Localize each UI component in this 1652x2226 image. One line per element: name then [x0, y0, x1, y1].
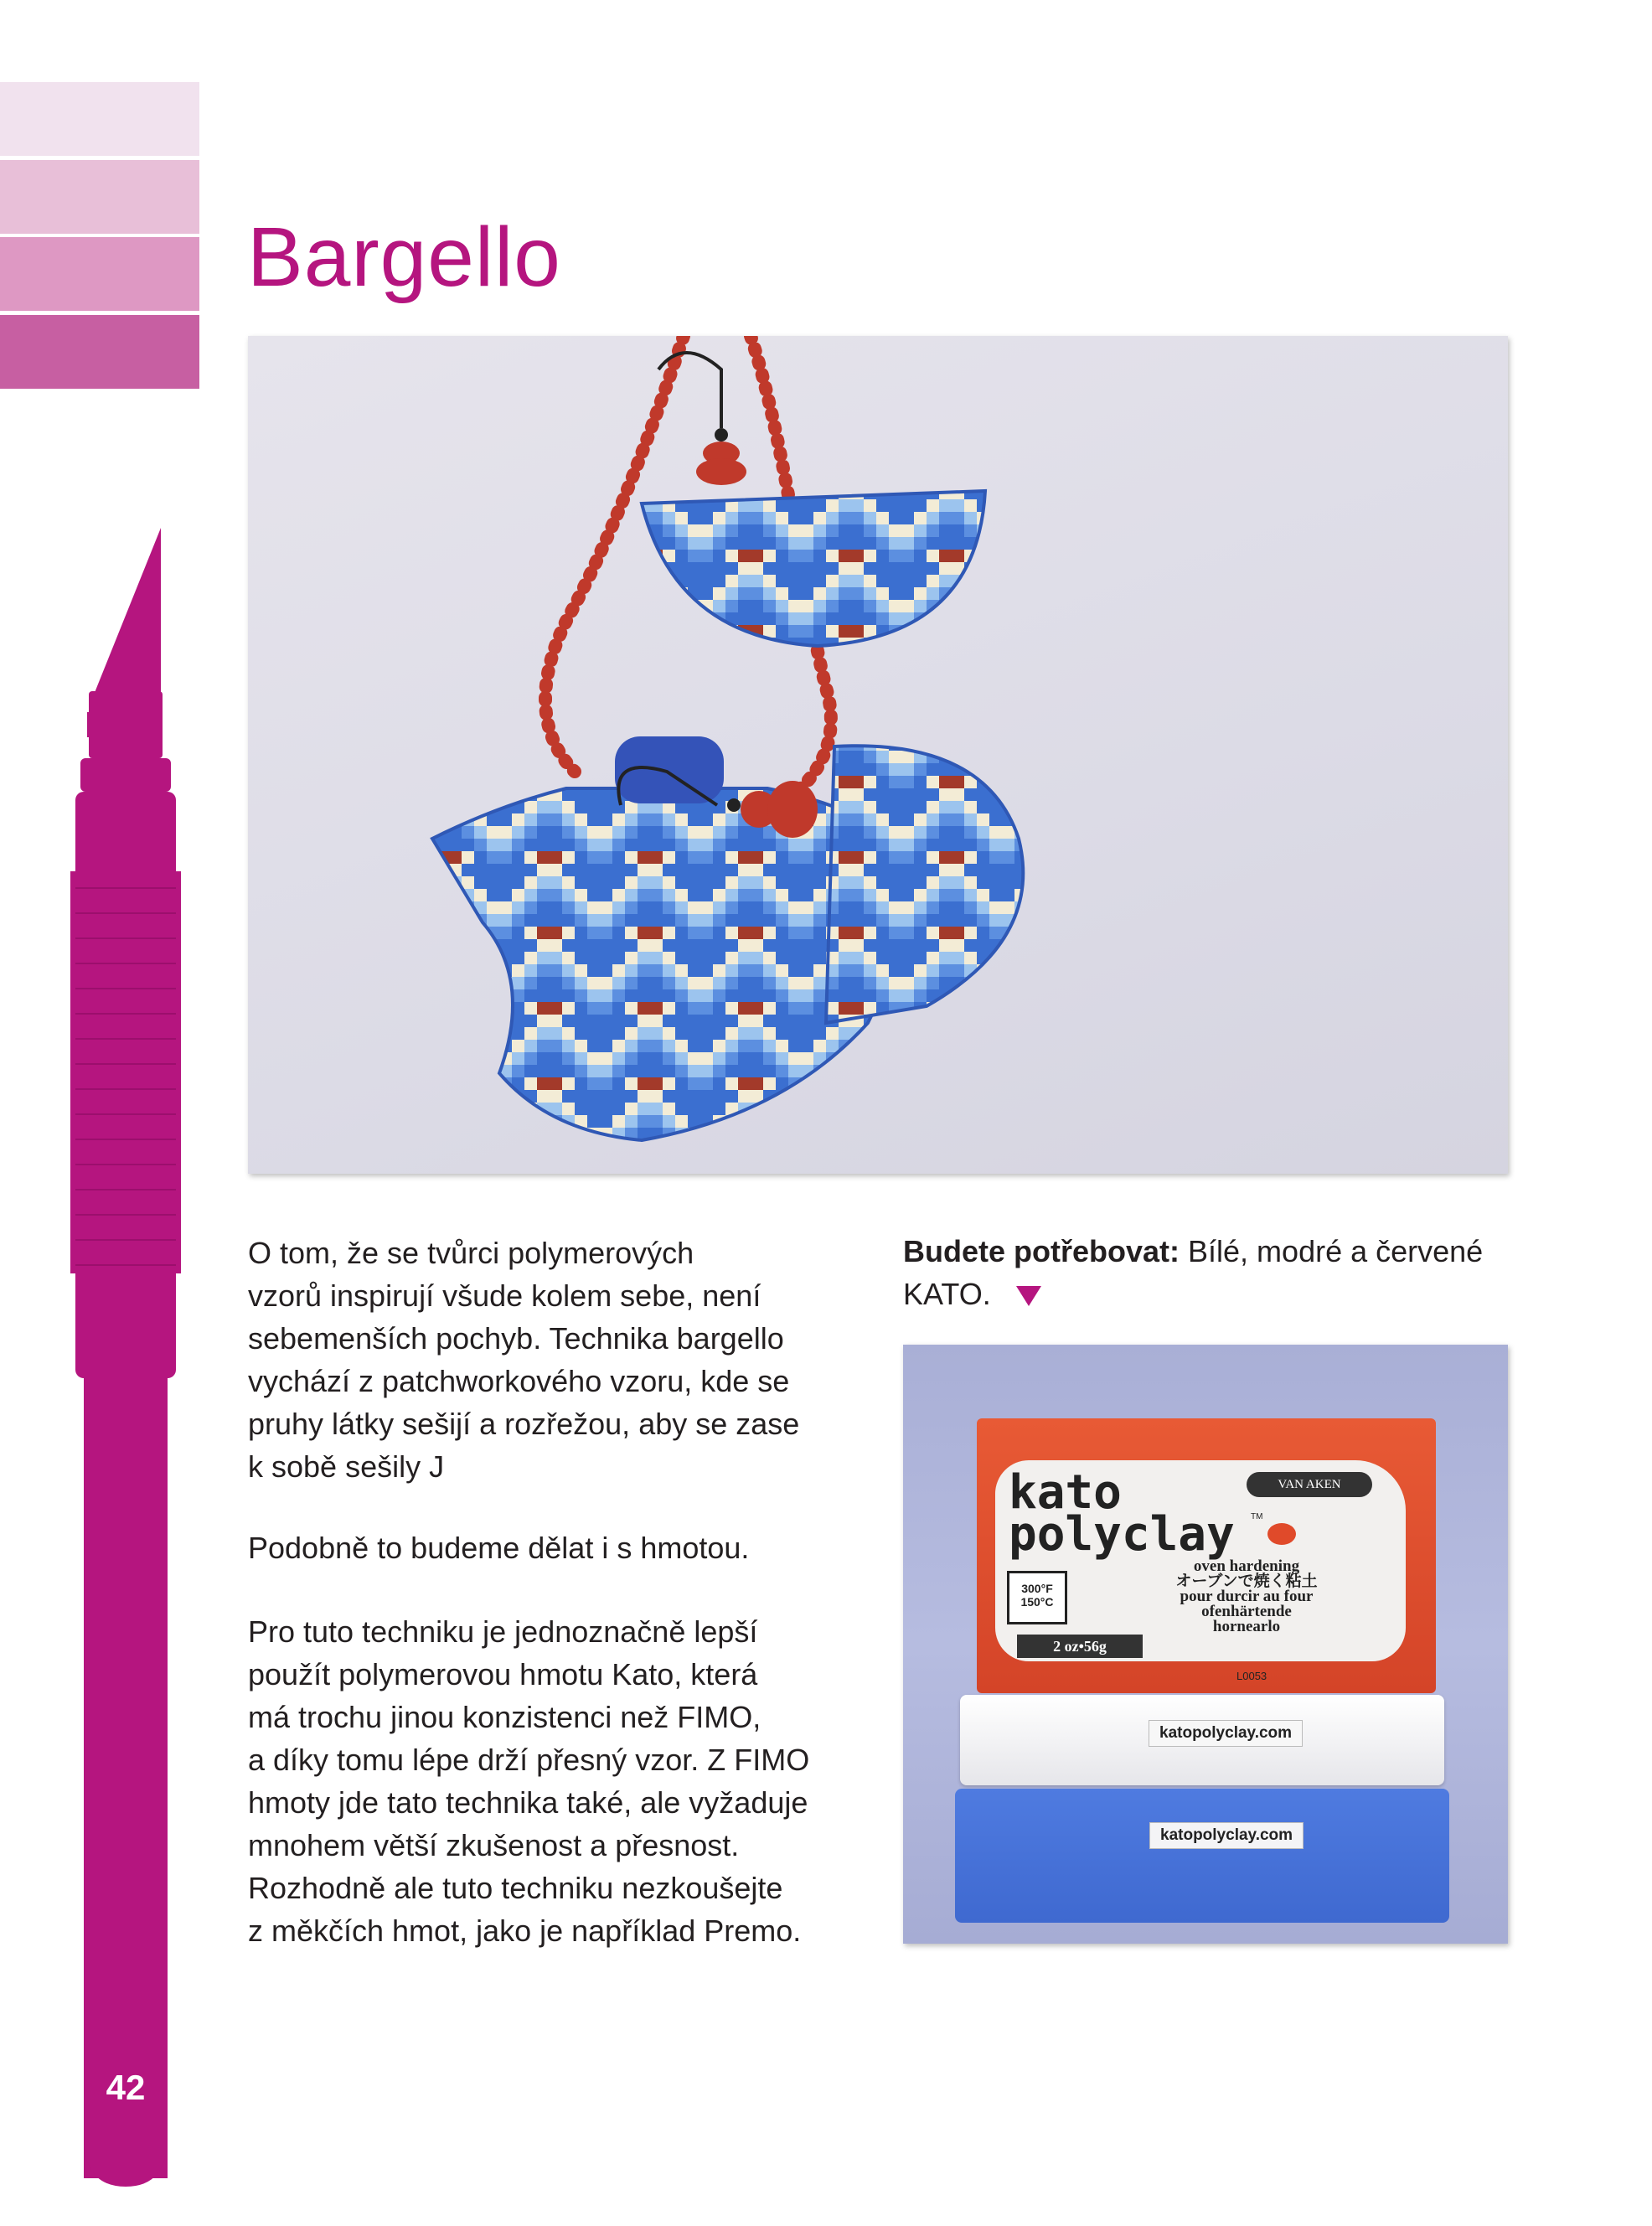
swatch-3 — [0, 237, 199, 311]
blue-site-label: katopolyclay.com — [1149, 1822, 1304, 1849]
oven-line-4: ofenhärtende — [1201, 1603, 1292, 1620]
kato-red-block — [977, 1418, 1436, 1693]
kato-code: L0053 — [1236, 1670, 1267, 1682]
swatch-2 — [0, 160, 199, 234]
triangle-down-icon — [1016, 1286, 1041, 1306]
intro-line-6: k sobě sešily J — [248, 1449, 445, 1484]
intro-line-5: pruhy látky sešijí a rozřežou, aby se zase — [248, 1407, 800, 1441]
temp-f: 300°F — [1021, 1582, 1053, 1595]
kato-photo — [903, 1345, 1508, 1944]
kato-blue-block — [955, 1789, 1449, 1923]
intro-line-4: vychází z patchworkového vzoru, kde se — [248, 1364, 790, 1398]
kato-white-block — [960, 1695, 1444, 1785]
p3-line-2: použít polymerovou hmotu Kato, která — [248, 1657, 758, 1691]
intro-line-3: sebemenších pochyb. Technika bargello — [248, 1321, 784, 1356]
swatch-4 — [0, 315, 199, 389]
oven-line-5: hornearlo — [1212, 1618, 1281, 1635]
oven-line-1: oven hardening — [1193, 1557, 1300, 1575]
temp-c: 150°C — [1020, 1595, 1054, 1609]
kato-tm: TM — [1251, 1512, 1263, 1521]
white-site-label: katopolyclay.com — [1149, 1720, 1303, 1747]
p3-line-3: má trochu jinou konzistenci než FIMO, — [248, 1700, 761, 1734]
page-number: 42 — [106, 2068, 146, 2107]
page-title: Bargello — [247, 210, 561, 304]
kato-label-panel — [995, 1460, 1406, 1661]
main-photo — [248, 336, 1508, 1174]
oven-line-2: オーブンで焼く粘土 — [1175, 1573, 1318, 1590]
p3-line-4: a díky tomu lépe drží přesný vzor. Z FIMO — [248, 1743, 810, 1777]
p3-line-6: mnohem větší zkušenost a přesnost. — [248, 1828, 740, 1862]
oven-line-3: pour durcir au four — [1180, 1588, 1314, 1605]
materials-text-1: Bílé, modré a červené — [1180, 1234, 1484, 1268]
paragraph-2 — [248, 1526, 851, 1569]
materials-needed — [903, 1230, 1506, 1315]
van-aken-badge: VAN AKEN — [1247, 1472, 1372, 1497]
intro-text — [248, 1232, 851, 1488]
intro-line-2: vzorů inspirují všude kolem sebe, není — [248, 1278, 761, 1313]
materials-label: Budete potřebovat: — [903, 1234, 1180, 1268]
oven-lines — [1104, 1559, 1389, 1635]
p3-line-5: hmoty jde tato technika také, ale vyžaduje — [248, 1785, 808, 1820]
paragraph-2-text: Podobně to budeme dělat i s hmotou. — [248, 1531, 750, 1565]
temp-box — [1007, 1571, 1067, 1624]
intro-line-1: O tom, že se tvůrci polymerových — [248, 1236, 694, 1270]
materials-text-2: KATO. — [903, 1277, 991, 1311]
swatch-1 — [0, 82, 199, 156]
p3-line-1: Pro tuto techniku je jednoznačně lepší — [248, 1614, 758, 1649]
p3-line-7: Rozhodně ale tuto techniku nezkoušejte — [248, 1871, 783, 1905]
kato-brand-line-1: kato — [1009, 1465, 1122, 1520]
red-dot — [1267, 1523, 1296, 1545]
paragraph-3 — [248, 1610, 851, 1952]
kato-brand-line-2: polyclay — [1009, 1507, 1235, 1562]
kato-weight: 2 oz•56g — [1017, 1635, 1143, 1658]
p3-line-8: z měkčích hmot, jako je například Premo. — [248, 1914, 802, 1948]
craft-knife-icon — [59, 519, 201, 2195]
bargello-jewelry-illustration — [248, 336, 1508, 1174]
